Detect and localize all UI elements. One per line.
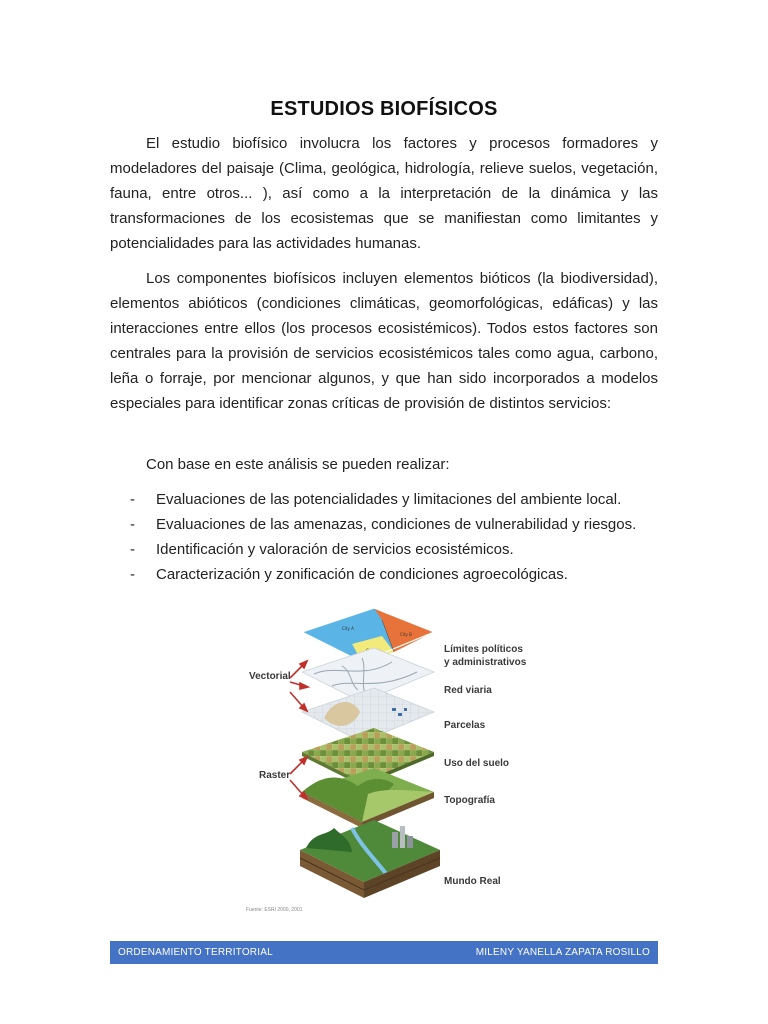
arrow-group	[290, 661, 308, 799]
bullet-marker: -	[130, 491, 135, 508]
label-parcels: Parcelas	[444, 720, 486, 731]
footer-left-text: ORDENAMIENTO TERRITORIAL	[118, 947, 273, 958]
paragraph-analysis: Con base en este análisis se pueden realizar:	[146, 456, 450, 473]
gis-layers-figure	[242, 600, 528, 922]
label-political-2: y administrativos	[444, 657, 527, 668]
list-item	[110, 537, 670, 562]
list-item	[110, 562, 670, 587]
label-road-network: Red viaria	[444, 685, 492, 696]
label-land-use: Uso del suelo	[444, 758, 510, 769]
layer-topography	[302, 768, 434, 828]
footer-right-text: MILENY YANELLA ZAPATA ROSILLO	[475, 947, 650, 958]
label-political-1: Límites políticos	[444, 644, 523, 655]
layer-real-world	[300, 820, 440, 898]
paragraph-components: Los componentes biofísicos incluyen elementos bióticos (la biodiversidad), elementos abióticos (condiciones climáticas, geomorfológicas, edáficas) y las interacciones entre ellos (los procesos ecosistémicos). Todos estos factores son centrales para la provisión de servicios ecosistémicos tales como agua, carbono, leña o forraje, por mencionar algunos, y que han sido incorporados a modelos especiales para identificar zonas críticas de provisión de distintos servicios:	[110, 270, 658, 412]
figure-source: Fuente: ESRI 2000, 2001	[246, 907, 303, 913]
list-item-text: Identificación y valoración de servicios ecosistémicos.	[156, 541, 514, 558]
bullet-marker: -	[130, 566, 135, 583]
label-real-world: Mundo Real	[444, 876, 501, 887]
bullet-marker: -	[130, 541, 135, 558]
list-item-text: Evaluaciones de las amenazas, condiciones de vulnerabilidad y riesgos.	[156, 516, 637, 533]
list-item-text: Caracterización y zonificación de condiciones agroecológicas.	[156, 566, 568, 583]
paragraph-intro: El estudio biofísico involucra los factores y procesos formadores y modeladores del paisaje (Clima, geológica, hidrología, relieve suelos, vegetación, fauna, entre otros... ), así como a la interpretación de la dinámica y las transformaciones de los ecosistemas que se manifiestan como limitantes y potencialidades para las actividades humanas.	[110, 135, 658, 252]
page-title: ESTUDIOS BIOFÍSICOS	[270, 98, 498, 120]
label-raster: Raster	[259, 770, 291, 781]
label-vectorial: Vectorial	[249, 671, 291, 682]
label-topography: Topografía	[444, 795, 495, 806]
bullet-marker: -	[130, 516, 135, 533]
list-item	[110, 487, 670, 512]
list-item	[110, 512, 670, 537]
map-label-city-a: City A	[342, 626, 354, 631]
bullet-list	[110, 487, 670, 587]
map-label-city-b: City B	[400, 632, 412, 637]
page-footer	[110, 941, 658, 964]
list-item-text: Evaluaciones de las potencialidades y limitaciones del ambiente local.	[156, 491, 622, 508]
